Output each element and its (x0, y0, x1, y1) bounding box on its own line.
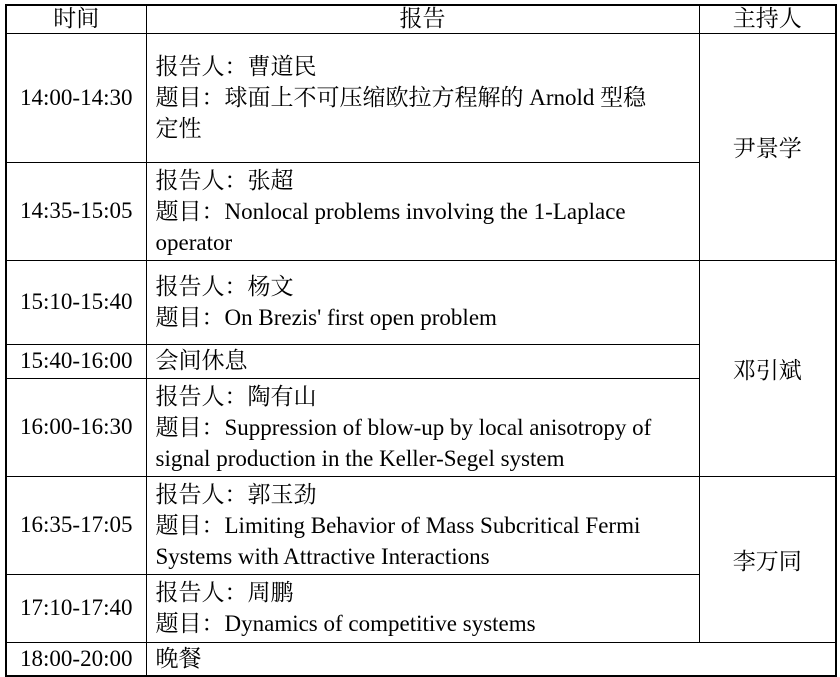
speaker-label: 报告人： (155, 167, 248, 193)
header-talk: 报告 (146, 5, 699, 33)
speaker-name: 周鹏 (247, 580, 294, 605)
title-label: 题目： (155, 414, 225, 440)
time-cell: 14:00-14:30 (6, 33, 146, 162)
time-cell: 17:10-17:40 (6, 574, 146, 642)
header-row (6, 5, 836, 33)
speaker-label: 报告人： (155, 481, 248, 507)
talk-cell (146, 476, 699, 574)
talk-cell (146, 378, 699, 476)
talk-title: 球面上不可压缩欧拉方程解的 Arnold 型稳定性 (155, 85, 647, 141)
session-row-5 (6, 476, 836, 574)
talk-cell (146, 260, 699, 344)
chair-cell: 李万同 (699, 476, 836, 642)
talk-title: Nonlocal problems involving the 1-Laplace operator (155, 198, 626, 255)
dinner-cell: 晚餐 (146, 642, 836, 676)
title-label: 题目： (155, 85, 225, 110)
time-cell: 18:00-20:00 (6, 642, 146, 676)
speaker-name: 杨文 (247, 274, 294, 299)
header-chair: 主持人 (699, 5, 836, 33)
speaker-label: 报告人： (155, 383, 248, 409)
time-cell: 15:10-15:40 (6, 260, 146, 344)
title-label: 题目： (155, 198, 225, 224)
title-label: 题目： (155, 305, 225, 330)
session-row-3 (6, 260, 836, 344)
chair-cell: 邓引斌 (699, 260, 836, 476)
session-row-1 (6, 33, 836, 162)
speaker-label: 报告人： (155, 54, 248, 79)
talk-title: On Brezis' first open problem (224, 305, 497, 330)
talk-title: Suppression of blow-up by local anisotropy of signal production in the Keller-Segel system (155, 414, 652, 471)
speaker-name: 陶有山 (247, 383, 317, 409)
time-cell: 16:35-17:05 (6, 476, 146, 574)
speaker-label: 报告人： (155, 274, 248, 299)
speaker-name: 张超 (247, 167, 294, 193)
title-label: 题目： (155, 611, 225, 636)
talk-title: Limiting Behavior of Mass Subcritical Fermi Systems with Attractive Interactions (155, 512, 641, 569)
speaker-name: 曹道民 (247, 54, 317, 79)
time-cell: 14:35-15:05 (6, 162, 146, 260)
chair-cell: 尹景学 (699, 33, 836, 260)
speaker-label: 报告人： (155, 580, 248, 605)
title-label: 题目： (155, 512, 225, 538)
header-time: 时间 (6, 5, 146, 33)
break-cell: 会间休息 (146, 344, 699, 378)
time-cell: 15:40-16:00 (6, 344, 146, 378)
speaker-name: 郭玉劲 (247, 481, 317, 507)
schedule-table (5, 4, 837, 677)
talk-cell (146, 33, 699, 162)
talk-cell (146, 574, 699, 642)
talk-cell (146, 162, 699, 260)
dinner-row (6, 642, 836, 676)
talk-title: Dynamics of competitive systems (224, 611, 536, 636)
time-cell: 16:00-16:30 (6, 378, 146, 476)
